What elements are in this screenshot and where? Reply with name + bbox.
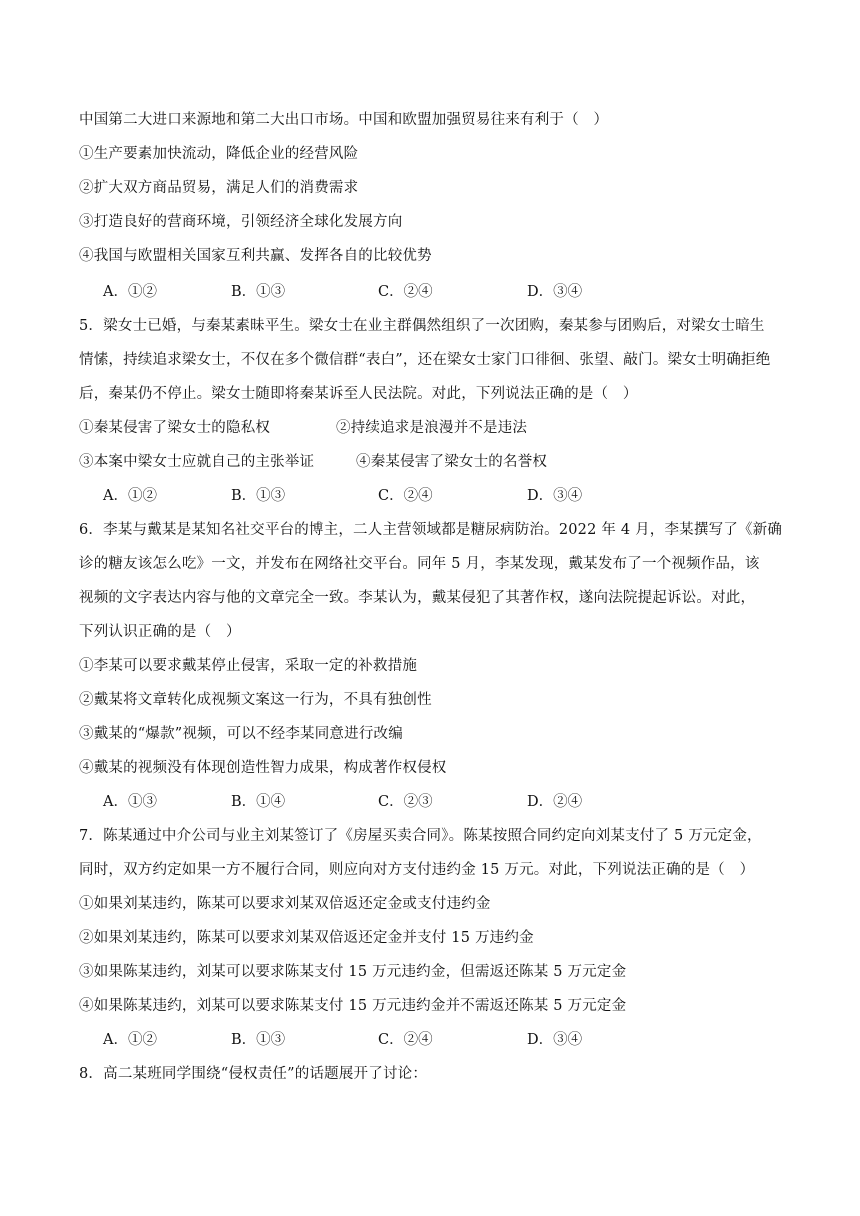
q6-stem-line-2: 诊的糖友该怎么吃》一文，并发布在网络社交平台。同年 5 月，李某发现，戴某发布了一个视频作品，该 <box>79 556 760 572</box>
q4-option-b: B．①③ <box>231 284 286 300</box>
q5-option-a: A．①② <box>103 488 157 504</box>
q5-item-2: ②持续追求是浪漫并不是违法 <box>336 420 528 436</box>
q6-item-2: ②戴某将文章转化成视频文案这一行为，不具有独创性 <box>79 692 432 708</box>
q7-item-1: ①如果刘某违约，陈某可以要求刘某双倍返还定金或支付违约金 <box>79 896 491 912</box>
q4-stem: 中国第二大进口来源地和第二大出口市场。中国和欧盟加强贸易往来有利于（ ） <box>79 112 609 128</box>
q4-item-3: ③打造良好的营商环境，引领经济全球化发展方向 <box>79 214 403 230</box>
q4-option-c: C．②④ <box>378 284 433 300</box>
q6-item-1: ①李某可以要求戴某停止侵害，采取一定的补救措施 <box>79 658 418 674</box>
q7-item-4: ④如果陈某违约，刘某可以要求陈某支付 15 万元违约金并不需返还陈某 5 万元定金 <box>79 998 627 1014</box>
q5-item-4: ④秦某侵害了梁女士的名誉权 <box>356 454 548 470</box>
q7-option-a: A．①② <box>103 1032 157 1048</box>
q5-item-3: ③本案中梁女士应就自己的主张举证 <box>79 454 315 470</box>
q5-option-d: D．③④ <box>527 488 583 504</box>
q5-item-1: ①秦某侵害了梁女士的隐私权 <box>79 420 271 436</box>
q6-stem-line-3: 视频的文字表达内容与他的文章完全一致。李某认为，戴某侵犯了其著作权，遂向法院提起诉讼。对此， <box>79 590 756 606</box>
q6-option-d: D．②④ <box>527 794 583 810</box>
q8-stem: 8．高二某班同学围绕“侵权责任”的话题展开了讨论： <box>79 1066 428 1082</box>
q7-item-2: ②如果刘某违约，陈某可以要求刘某双倍返还定金并支付 15 万违约金 <box>79 930 534 946</box>
q5-stem-line-3: 后，秦某仍不停止。梁女士随即将秦某诉至人民法院。对此，下列说法正确的是（ ） <box>79 386 638 402</box>
q4-item-2: ②扩大双方商品贸易，满足人们的消费需求 <box>79 180 359 196</box>
q5-option-b: B．①③ <box>231 488 286 504</box>
q6-option-a: A．①③ <box>103 794 157 810</box>
q6-stem-line-4: 下列认识正确的是（ ） <box>79 624 241 640</box>
q5-stem-line-1: 5．梁女士已婚，与秦某素昧平生。梁女士在业主群偶然组织了一次团购，秦某参与团购后，对梁女士暗生 <box>79 318 765 334</box>
q7-option-c: C．②④ <box>378 1032 433 1048</box>
q6-option-b: B．①④ <box>231 794 286 810</box>
q4-item-1: ①生产要素加快流动，降低企业的经营风险 <box>79 146 359 162</box>
q5-stem-line-2: 情愫，持续追求梁女士，不仅在多个微信群“表白”，还在梁女士家门口徘徊、张望、敲门。梁女士明确拒绝 <box>79 352 771 368</box>
q7-option-d: D．③④ <box>527 1032 583 1048</box>
q5-option-c: C．②④ <box>378 488 433 504</box>
q6-stem-line-1: 6．李某与戴某是某知名社交平台的博主，二人主营领域都是糖尿病防治。2022 年 4 月，李某撰写了《新确 <box>79 522 783 538</box>
q6-option-c: C．②③ <box>378 794 433 810</box>
q4-option-d: D．③④ <box>527 284 583 300</box>
q7-option-b: B．①③ <box>231 1032 286 1048</box>
q4-option-a: A．①② <box>103 284 157 300</box>
q4-item-4: ④我国与欧盟相关国家互利共赢、发挥各自的比较优势 <box>79 248 432 264</box>
q7-item-3: ③如果陈某违约，刘某可以要求陈某支付 15 万元违约金，但需返还陈某 5 万元定金 <box>79 964 627 980</box>
q7-stem-line-2: 同时，双方约定如果一方不履行合同，则应向对方支付违约金 15 万元。对此，下列说法正确的是（ ） <box>79 862 755 878</box>
q6-item-3: ③戴某的“爆款”视频，可以不经李某同意进行改编 <box>79 726 403 742</box>
q7-stem-line-1: 7．陈某通过中介公司与业主刘某签订了《房屋买卖合同》。陈某按照合同约定向刘某支付了 5 万元定金， <box>79 828 762 844</box>
q6-item-4: ④戴某的视频没有体现创造性智力成果，构成著作权侵权 <box>79 760 447 776</box>
